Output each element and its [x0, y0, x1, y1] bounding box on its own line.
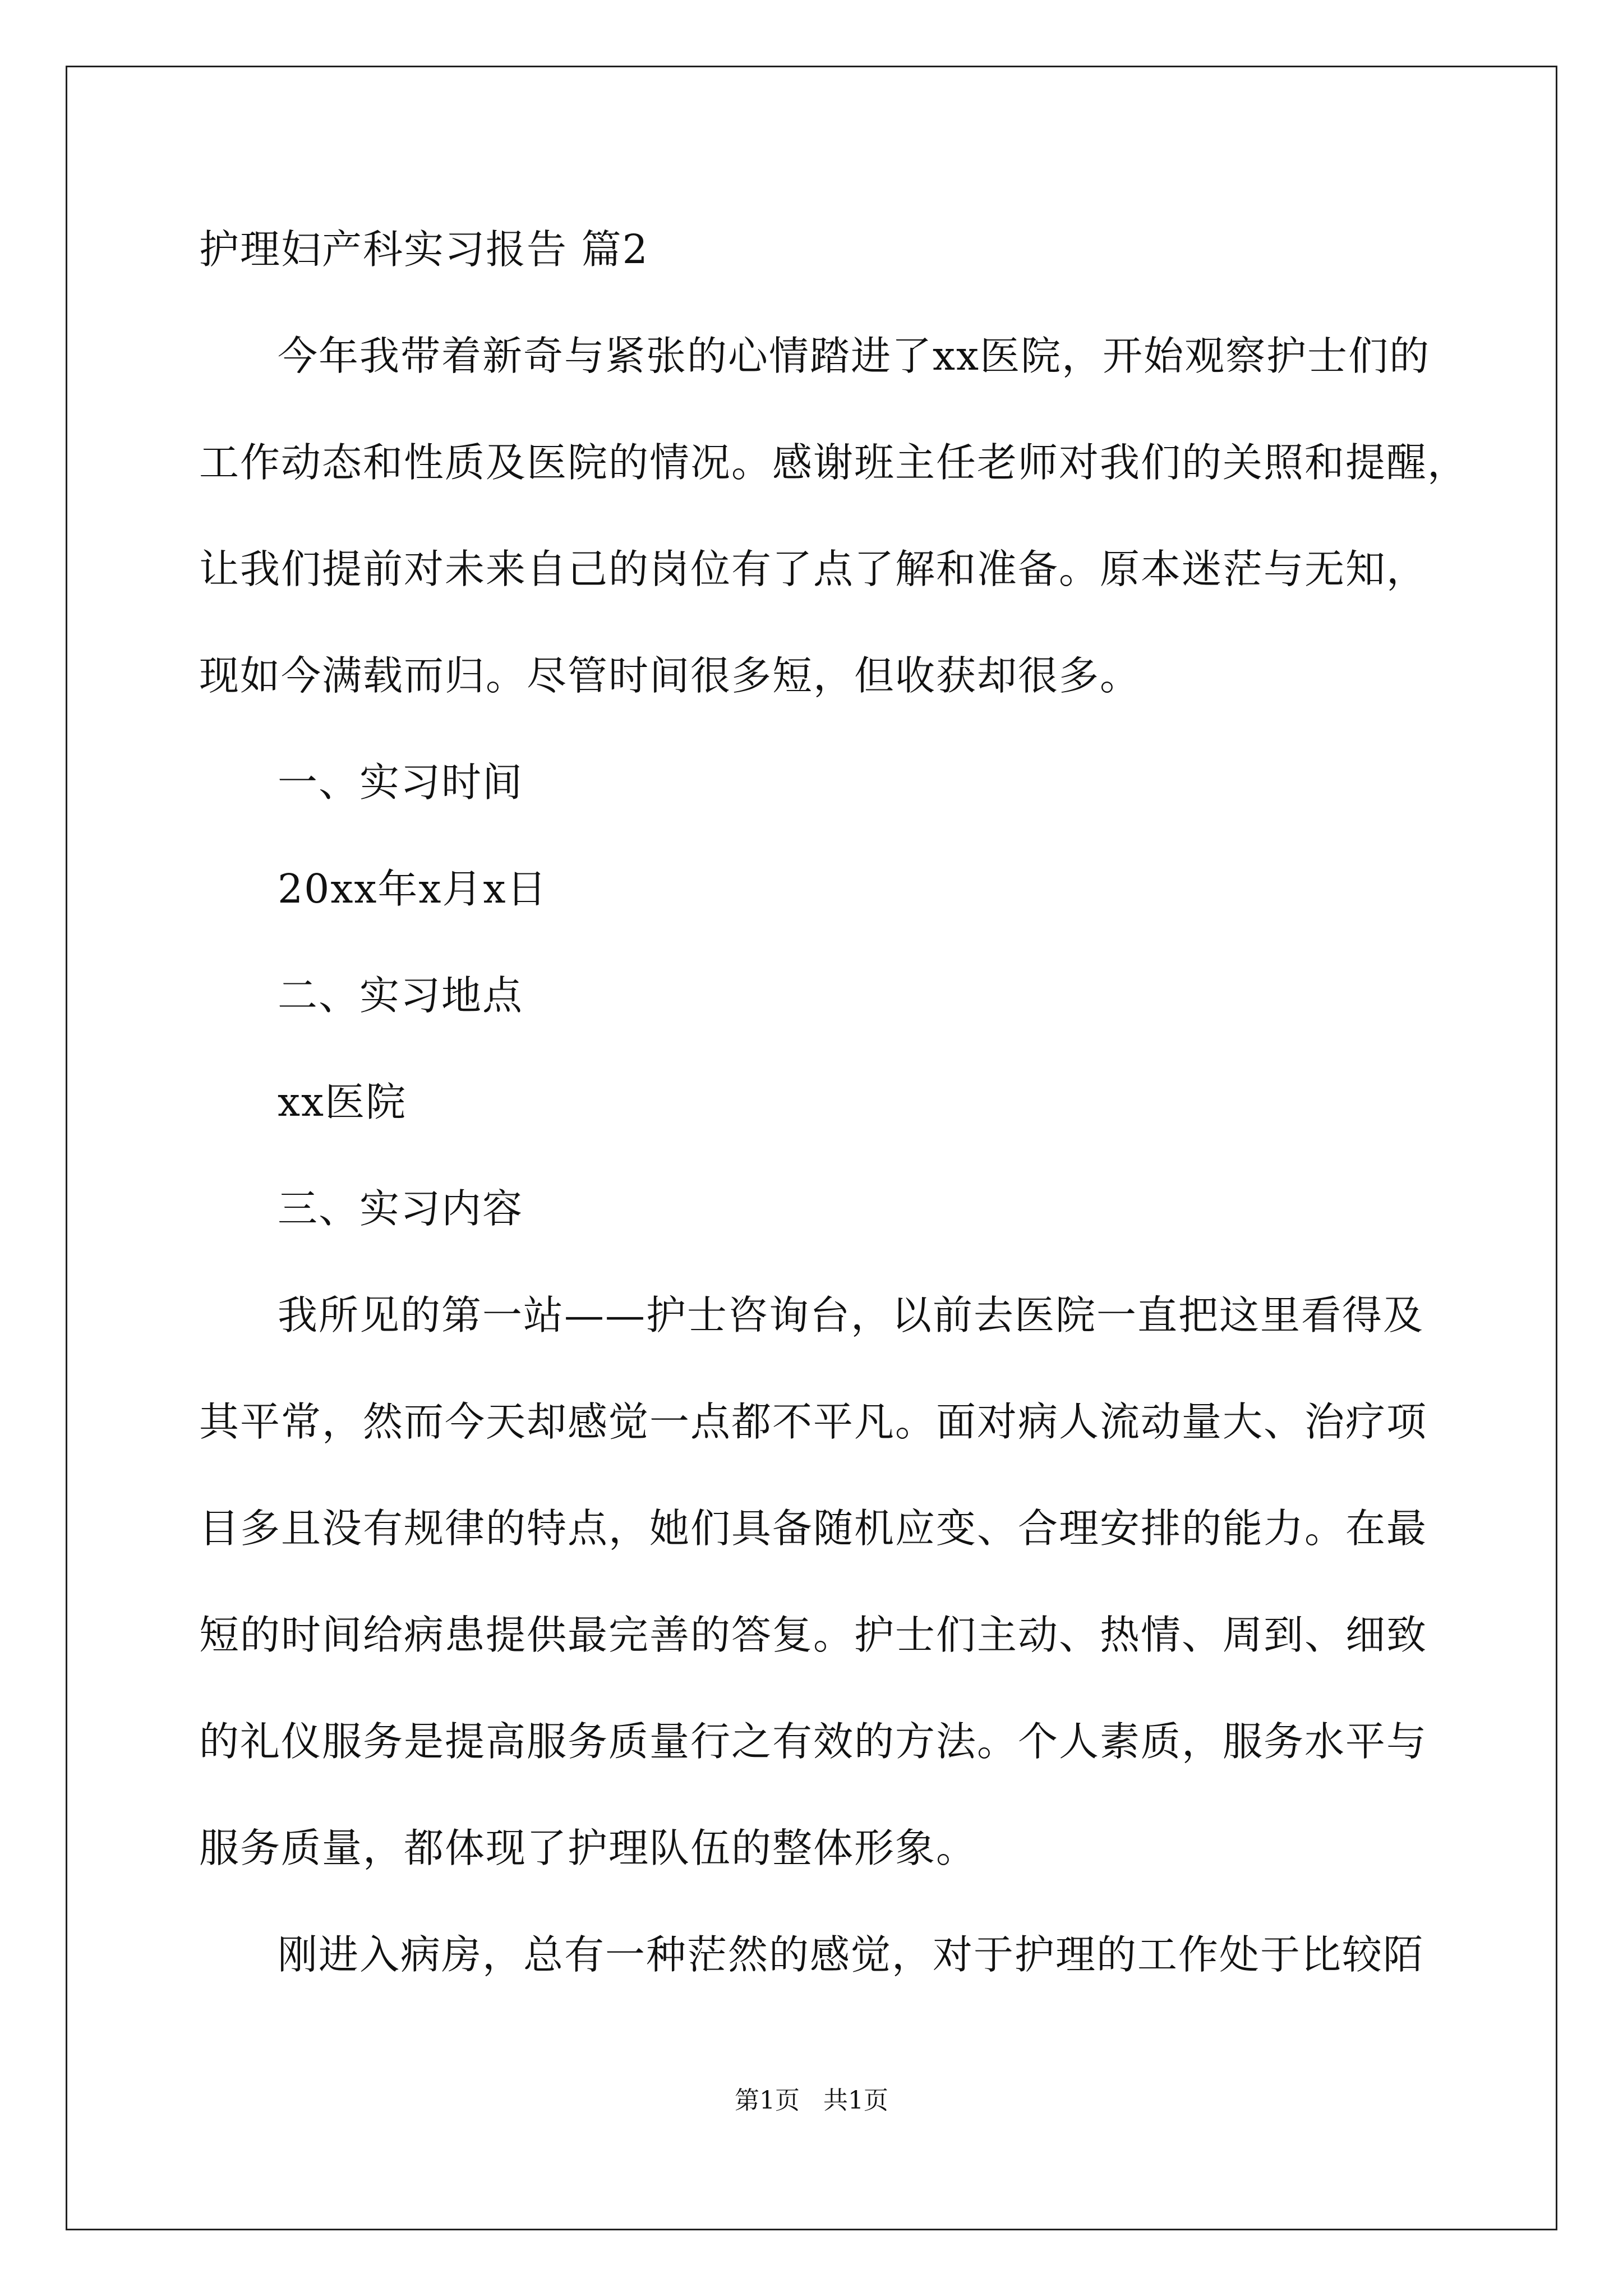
paragraph-1-line-2: 工作动态和性质及医院的情况。感谢班主任老师对我们的关照和提醒， [199, 439, 1469, 486]
paragraph-2-line-1: 我所见的第一站——护士咨询台，以前去医院一直把这里看得及 [278, 1292, 1424, 1338]
paragraph-2-line-5: 的礼仪服务是提高服务质量行之有效的方法。个人素质，服务水平与 [199, 1718, 1428, 1765]
paragraph-2-line-6: 服务质量，都体现了护理队伍的整体形象。 [199, 1825, 978, 1871]
document-title: 护理妇产科实习报告 篇2 [199, 226, 649, 273]
paragraph-1-line-1: 今年我带着新奇与紧张的心情踏进了xx医院，开始观察护士们的 [278, 333, 1431, 379]
section-3-heading: 三、实习内容 [278, 1185, 524, 1232]
section-2-heading: 二、实习地点 [278, 972, 524, 1019]
page-footer: 第1页 共1页 [735, 2086, 888, 2115]
paragraph-2-line-2: 其平常，然而今天却感觉一点都不平凡。面对病人流动量大、治疗项 [199, 1398, 1428, 1445]
paragraph-1-line-3: 让我们提前对未来自己的岗位有了点了解和准备。原本迷茫与无知， [199, 546, 1428, 592]
section-1-value: 20xx年x月x日 [278, 866, 548, 912]
page-border [66, 66, 1557, 2230]
paragraph-1-line-4: 现如今满载而归。尽管时间很多短，但收获却很多。 [199, 652, 1141, 699]
section-2-value: xx医院 [278, 1079, 407, 1125]
paragraph-2-line-4: 短的时间给病患提供最完善的答复。护士们主动、热情、周到、细致 [199, 1612, 1428, 1658]
section-1-heading: 一、实习时间 [278, 759, 524, 806]
paragraph-2-line-3: 目多且没有规律的特点，她们具备随机应变、合理安排的能力。在最 [199, 1505, 1428, 1552]
paragraph-3-line-1: 刚进入病房，总有一种茫然的感觉，对于护理的工作处于比较陌 [278, 1931, 1424, 1978]
